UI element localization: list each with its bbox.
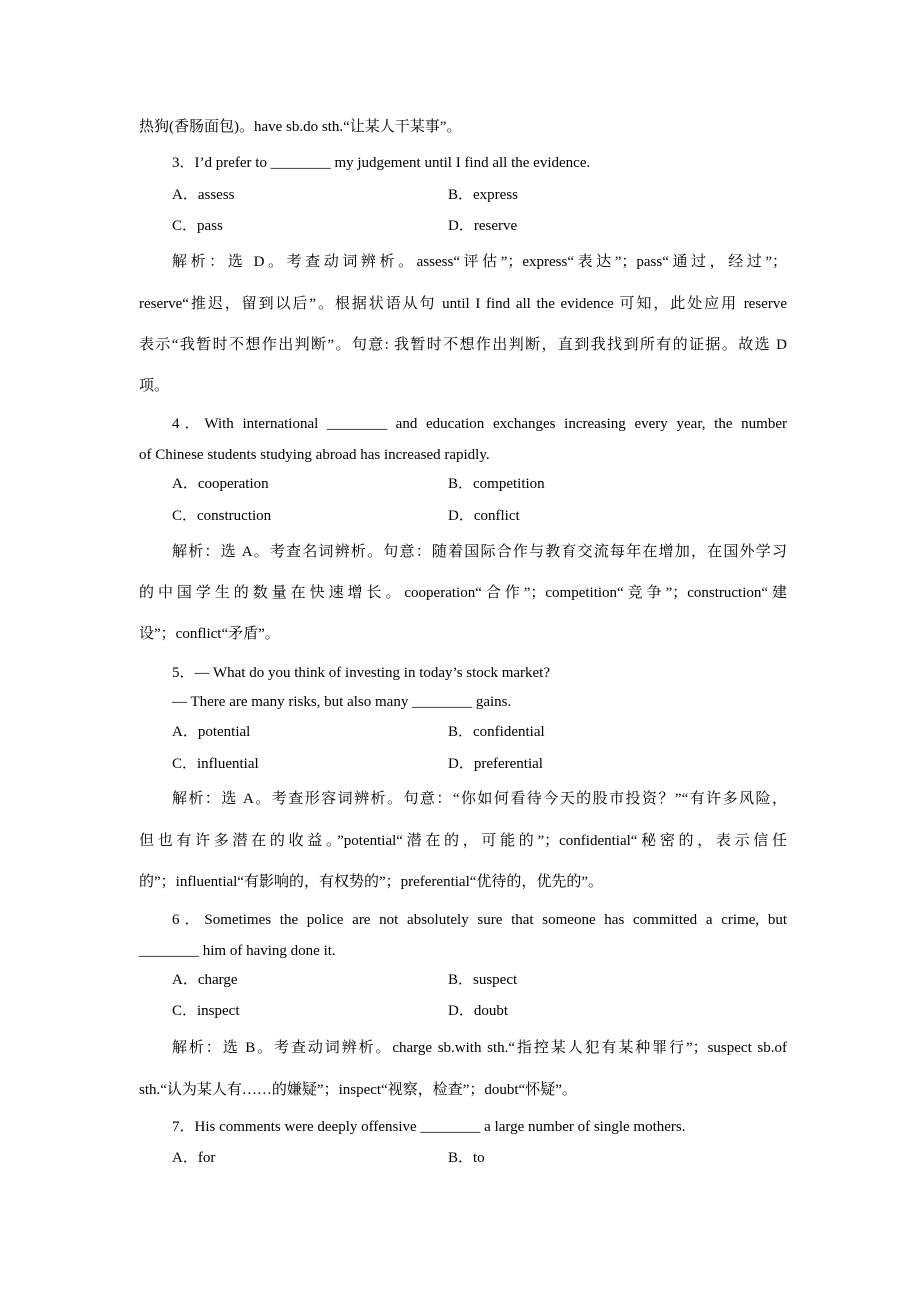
- option-b: B．confidential: [448, 724, 545, 740]
- option-a: A．assess: [172, 187, 235, 203]
- analysis-line: 但也有许多潜在的收益。”potential“潜在的，可能的”；confidential“秘密的，表示信任: [139, 833, 787, 849]
- option-a: A．cooperation: [172, 476, 269, 492]
- analysis-line: reserve“推迟，留到以后”。根据状语从句 until I find all the evidence 可知，此处应用 reserve: [139, 296, 787, 312]
- analysis-line: 项。: [139, 378, 170, 394]
- question-stem: 6．Sometimes the police are not absolutely sure that someone has committed a crime, but: [172, 912, 787, 928]
- option-d: D．reserve: [448, 218, 518, 234]
- question-stem: 7．His comments were deeply offensive ________ a large number of single mothers.: [172, 1119, 686, 1135]
- analysis-line: 解析：选 B。考查动词辨析。charge sb.with sth.“指控某人犯有某种罪行”；suspect sb.of: [172, 1040, 787, 1056]
- option-d: D．preferential: [448, 756, 543, 772]
- option-a: A．charge: [172, 972, 238, 988]
- option-b: B．express: [448, 187, 518, 203]
- question-stem: 4．With international ________ and education exchanges increasing every year, the number: [172, 416, 787, 432]
- option-c: C．inspect: [172, 1003, 240, 1019]
- continued-text: 热狗(香肠面包)。have sb.do sth.“让某人干某事”。: [139, 119, 462, 135]
- question-stem: 3．I’d prefer to ________ my judgement until I find all the evidence.: [172, 155, 591, 171]
- analysis-line: 表示“我暂时不想作出判断”。句意: 我暂时不想作出判断，直到我找到所有的证据。故选 D: [139, 337, 787, 353]
- option-b: B．to: [448, 1150, 485, 1166]
- option-c: C．influential: [172, 756, 259, 772]
- analysis-line: 解析：选 A。考查名词辨析。句意：随着国际合作与教育交流每年在增加，在国外学习: [172, 544, 787, 560]
- option-b: B．suspect: [448, 972, 518, 988]
- option-a: A．potential: [172, 724, 251, 740]
- analysis-line: 的”；influential“有影响的，有权势的”；preferential“优待的，优先的”。: [139, 874, 604, 890]
- option-d: D．conflict: [448, 508, 520, 524]
- option-d: D．doubt: [448, 1003, 509, 1019]
- option-b: B．competition: [448, 476, 545, 492]
- question-stem: — There are many risks, but also many ________ gains.: [172, 694, 512, 710]
- analysis-line: 的中国学生的数量在快速增长。cooperation“合作”；competition“竞争”；construction“建: [139, 585, 787, 601]
- question-stem: 5．— What do you think of investing in today’s stock market?: [172, 665, 551, 681]
- option-c: C．construction: [172, 508, 272, 524]
- analysis-line: sth.“认为某人有……的嫌疑”；inspect“视察，检查”；doubt“怀疑”。: [139, 1082, 577, 1098]
- analysis-line: 设”；conflict“矛盾”。: [139, 626, 280, 642]
- question-stem: of Chinese students studying abroad has increased rapidly.: [139, 447, 490, 463]
- analysis-line: 解析：选 A。考查形容词辨析。句意：“你如何看待今天的股市投资？”“有许多风险，: [172, 791, 787, 807]
- option-c: C．pass: [172, 218, 223, 234]
- analysis-line: 解析：选 D。考查动词辨析。assess“评估”；express“表达”；pass“通过，经过”；: [172, 254, 787, 270]
- question-stem: ________ him of having done it.: [139, 943, 336, 959]
- option-a: A．for: [172, 1150, 216, 1166]
